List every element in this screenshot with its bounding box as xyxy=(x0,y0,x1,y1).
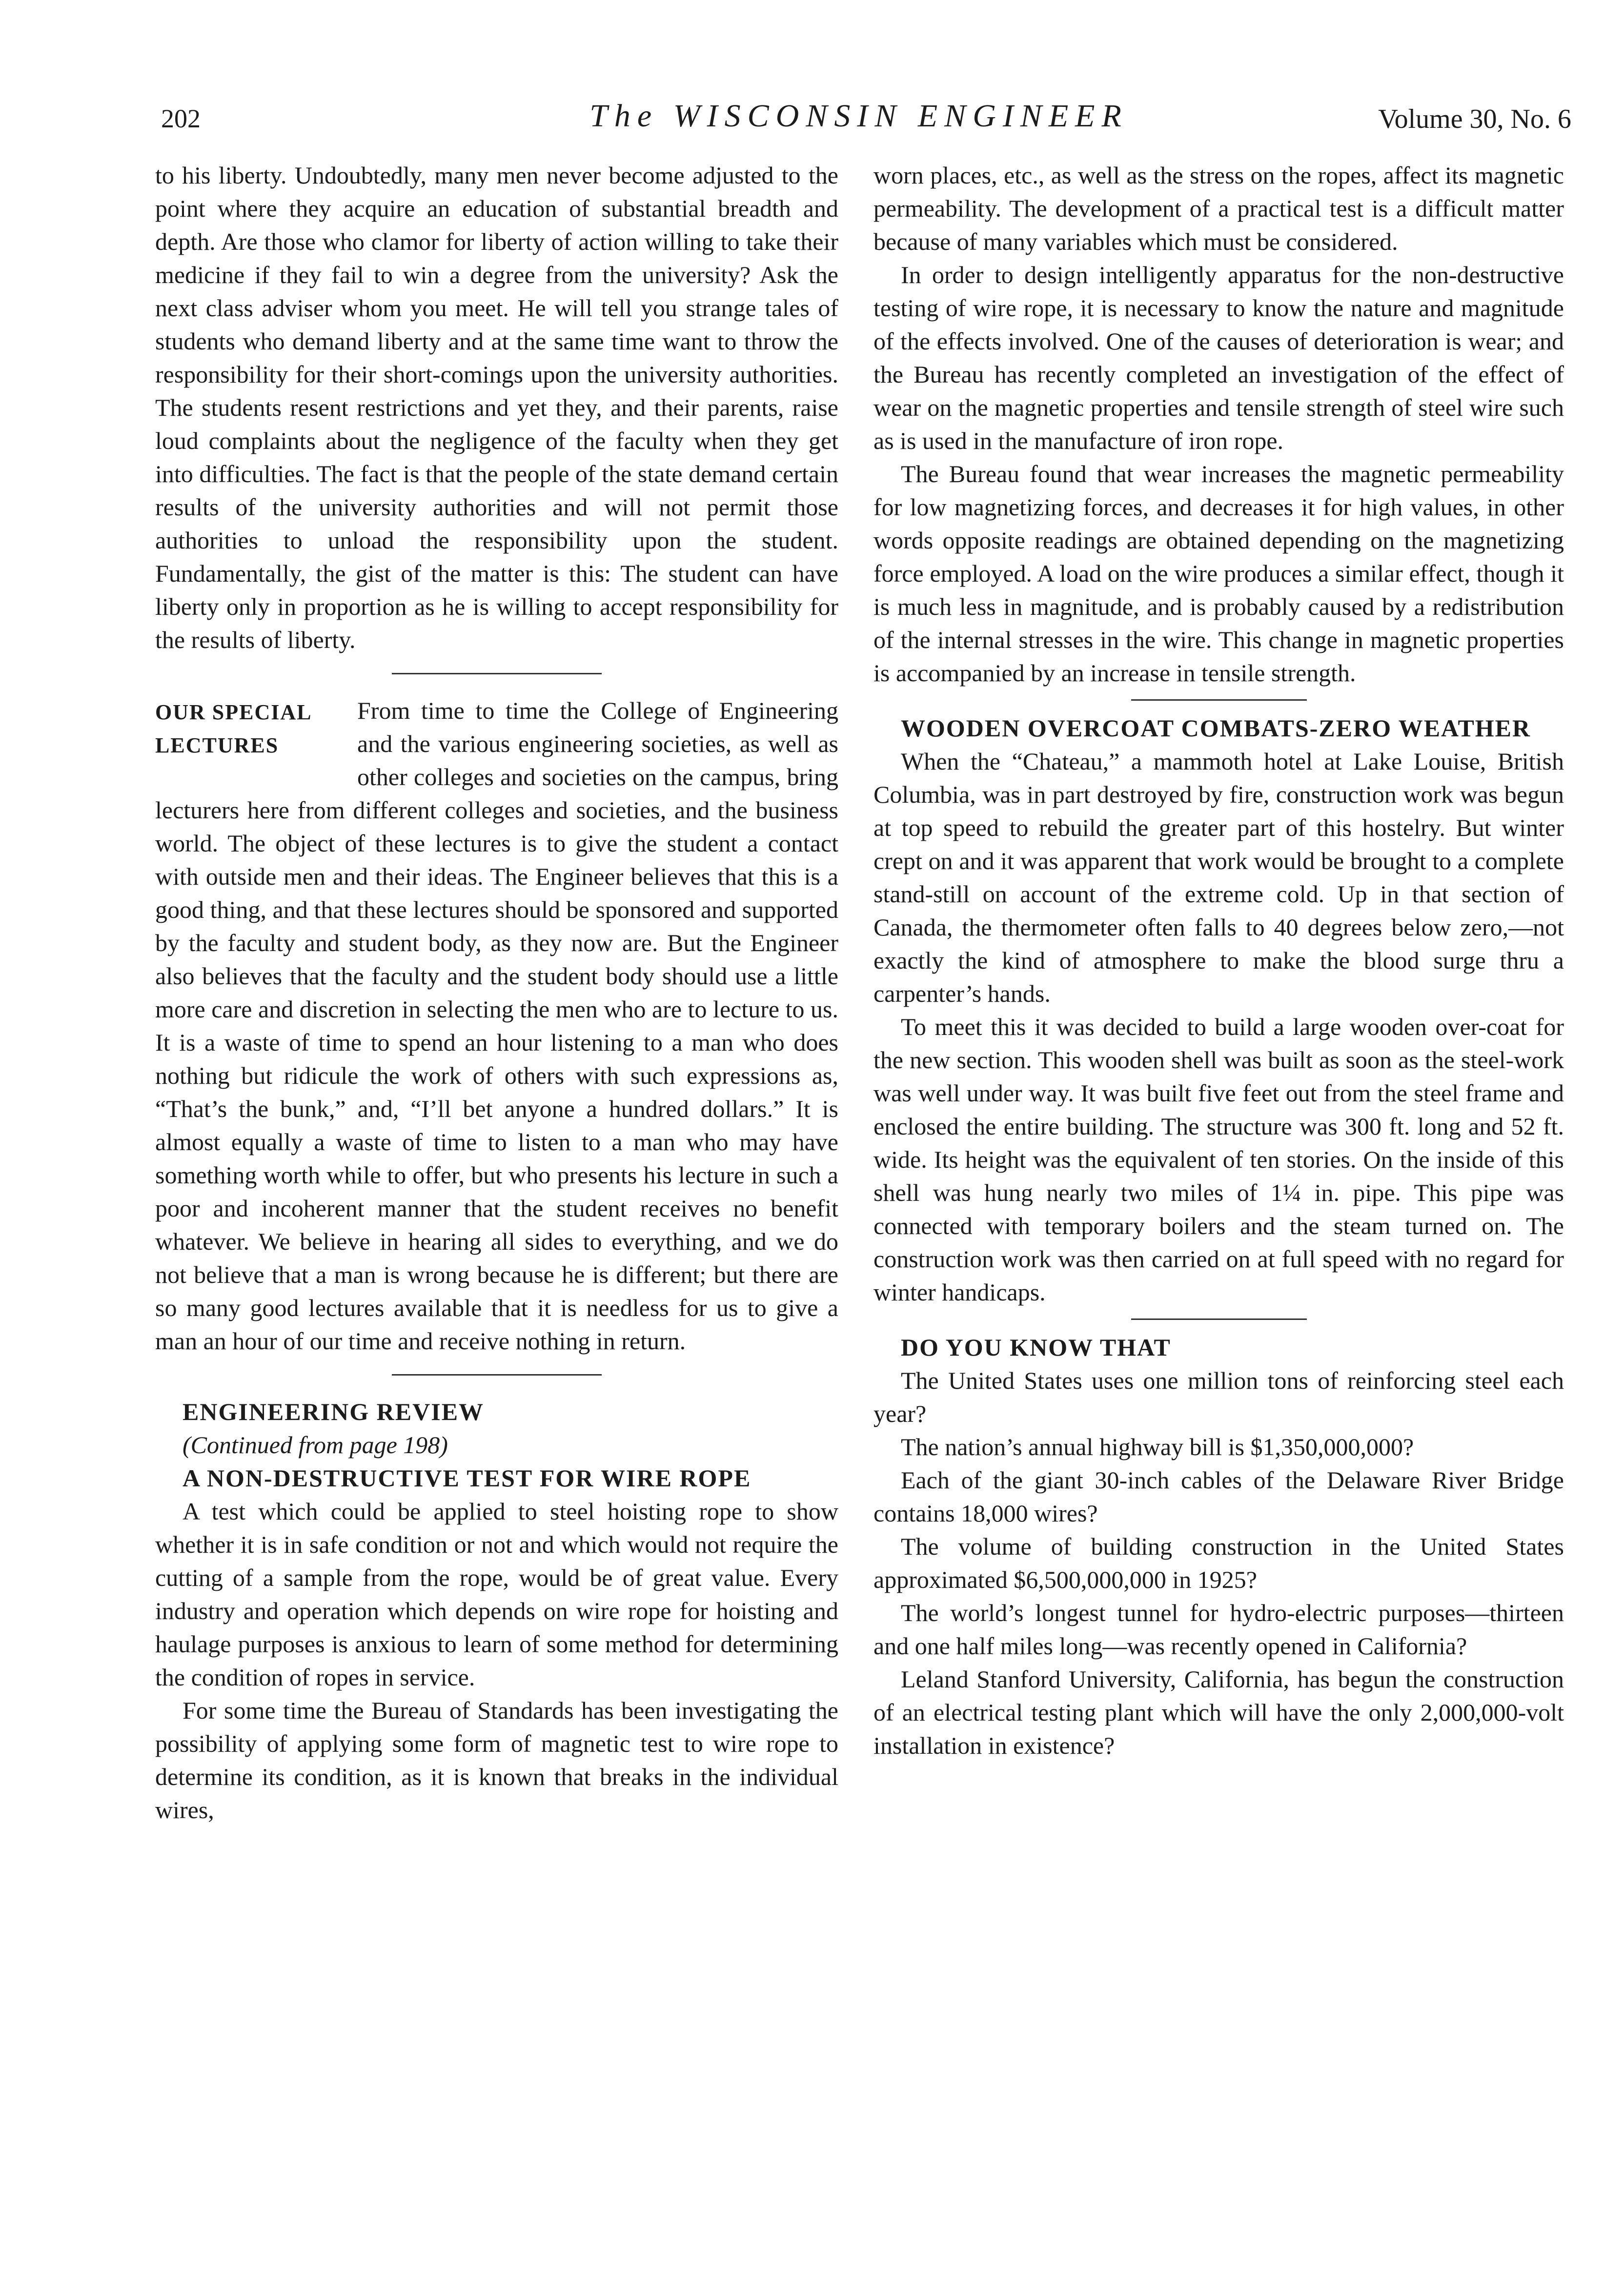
left-column xyxy=(155,159,838,1826)
wire-rope-paragraph-3: In order to design intelligently apparatus for the non-destructive testing of wire rope, it is necessary to know the nature and magnitude of the effects involved. One of the causes of deterioration is wear; and the Bureau has recently completed an investigation of the effect of wear on the magnetic properties and tensile strength of steel wire such as is used in the manufacture of iron rope. xyxy=(873,261,1564,454)
section-divider xyxy=(392,673,602,674)
continued-note: (Continued from page 198) xyxy=(183,1431,448,1459)
wire-rope-paragraph-4: The Bureau found that wear increases the magnetic permeability for low magnetizing forces, and decreases it for high values, in other words opposite readings are obtained depending on the magnetizing force employed. A load on the wire produces a similar effect, though it is much less in magnitude, and is probably caused by a redistribution of the internal stresses in the wire. This change in magnetic properties is accompanied by an increase in tensile strength. xyxy=(873,460,1564,687)
special-lectures-label: OUR SPECIAL LECTURES xyxy=(155,700,311,757)
wire-rope-continuation: worn places, etc., as well as the stress on the ropes, affect its magnetic permeability. The development of a practical test is a difficult matter because of many variables which must be considered. xyxy=(873,162,1564,255)
page-header xyxy=(146,98,1571,151)
wooden-overcoat-paragraph-1: When the “Chateau,” a mammoth hotel at Lake Louise, British Columbia, was in part destroyed by fire, construction work was begun at top speed to rebuild the greater part of this hostelry. But winter crept on and it was apparent that work would be brought to a complete stand-still on account of the extreme cold. Up in that section of Canada, the thermometer often falls to 40 degrees below zero,—not exactly the kind of atmosphere to make the blood surge thru a carpenter’s hands. xyxy=(873,748,1564,1007)
volume-issue: Volume 30, No. 6 xyxy=(1378,104,1571,134)
section-divider xyxy=(1131,1318,1307,1320)
engineering-review-heading: ENGINEERING REVIEW xyxy=(183,1398,485,1425)
special-lectures-text: From time to time the College of Engineering and the various engineering societies, as well as other colleges and societies on the campus, bring lecturers here from different colleges and societies, and the business world. The object of these lectures is to give the student a contact with outside men and their ideas. The Engineer believes that this is a good thing, and that these lectures should be sponsored and supported by the faculty and student body, as they now are. But the Engineer also believes that the faculty and the student body should use a little more care and discretion in selecting the men who are to lecture to us. It is a waste of time to spend an hour listening to a man who does nothing but ridicule the work of others with such expressions as, “That’s the bunk,” and, “I’ll bet anyone a hundred dollars.” It is almost equally a waste of time to listen to a man who may have something worth while to offer, but who presents his lecture in such a poor and incoherent manner that the student receives no benefit whatever. We believe in hearing all sides to everything, and we do not believe that a man is wrong because he is different; but there are so many good lectures available that it is needless for us to give a man an hour of our time and receive nothing in return. xyxy=(155,697,838,1355)
do-you-know-section xyxy=(873,1331,1564,1762)
right-column xyxy=(873,159,1564,1762)
wire-rope-paragraph-1: A test which could be applied to steel hoisting rope to show whether it is in safe condition or not and which would not require the cutting of a sample from the rope, would be of great value. Every industry and operation which depends on wire rope for hoisting and haulage purposes is anxious to learn of some method for determining the condition of ropes in service. xyxy=(155,1498,838,1691)
wooden-overcoat-paragraph-2: To meet this it was decided to build a large wooden over-coat for the new section. This wooden shell was built as soon as the steel-work was well under way. It was built five feet out from the steel frame and enclosed the entire building. The structure was 300 ft. long and 52 ft. wide. Its height was the equivalent of ten stories. On the inside of this shell was hung nearly two miles of 1¼ in. pipe. This pipe was connected with temporary boilers and the steam turned on. The construction work was then carried on at full speed with no regard for winter handicaps. xyxy=(873,1013,1564,1306)
special-lectures-editorial xyxy=(155,694,838,1358)
wire-rope-paragraph-2: For some time the Bureau of Standards has been investigating the possibility of applying some form of magnetic test to wire rope to determine its condition, as it is known that breaks in the individual wires, xyxy=(155,1697,838,1824)
wire-rope-heading: A NON-DESTRUCTIVE TEST FOR WIRE ROPE xyxy=(183,1464,751,1492)
fact-item: The world’s longest tunnel for hydro-electric purposes—thirteen and one half miles long—was recently opened in California? xyxy=(873,1599,1564,1660)
fact-item: Each of the giant 30-inch cables of the Delaware River Bridge contains 18,000 wires? xyxy=(873,1466,1564,1527)
do-you-know-heading: DO YOU KNOW THAT xyxy=(901,1334,1171,1361)
wooden-overcoat-article xyxy=(873,711,1564,1309)
liberty-article-continuation: to his liberty. Undoubtedly, many men never become adjusted to the point where they acquire an education of substantial breadth and depth. Are those who clamor for liberty of action willing to take their medicine if they fail to win a degree from the university? Ask the next class adviser whom you meet. He will tell you strange tales of students who demand liberty and at the same time want to throw the responsibility for their short-comings upon the university authorities. The students resent restrictions and yet they, and their parents, raise loud complaints about the negligence of the faculty when they get into difficulties. The fact is that the people of the state demand certain results of the university authorities and will not permit those authorities to unload the responsibility upon the student. Fundamentally, the gist of the matter is this: The student can have liberty only in proportion as he is willing to accept responsibility for the results of liberty. xyxy=(155,162,838,653)
fact-item: The United States uses one million tons of reinforcing steel each year? xyxy=(873,1367,1564,1427)
section-divider xyxy=(392,1374,602,1376)
page-number: 202 xyxy=(161,104,201,133)
journal-title: The WISCONSIN ENGINEER xyxy=(589,98,1128,134)
fact-item: Leland Stanford University, California, has begun the construction of an electrical testing plant which will have the only 2,000,000-volt installation in existence? xyxy=(873,1665,1564,1759)
fact-item: The nation’s annual highway bill is $1,350,000,000? xyxy=(901,1433,1414,1460)
engineering-review-section xyxy=(155,1395,838,1826)
section-divider xyxy=(1131,699,1307,701)
fact-item: The volume of building construction in the United States approximated $6,500,000,000 in 1925? xyxy=(873,1533,1564,1593)
wooden-overcoat-heading: WOODEN OVERCOAT COMBATS-ZERO WEATHER xyxy=(901,714,1531,742)
